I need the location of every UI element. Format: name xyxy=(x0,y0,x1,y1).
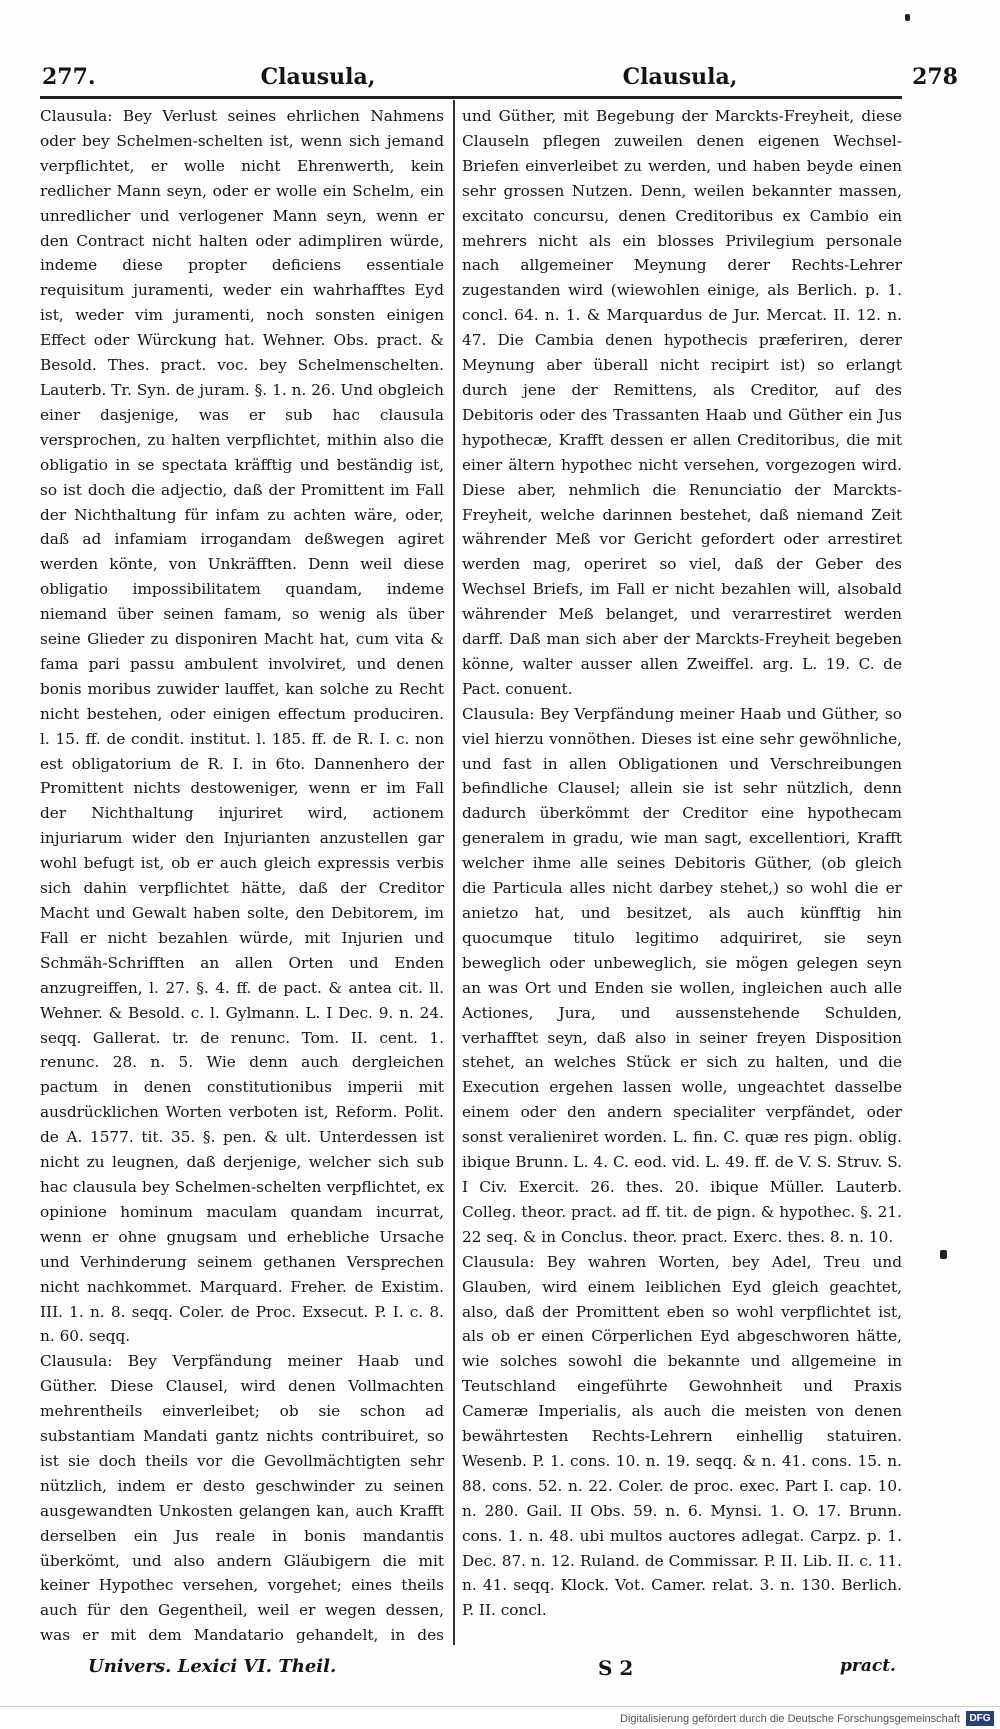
column-divider xyxy=(453,100,455,1645)
left-running-title: Clausula, xyxy=(260,64,376,90)
left-column xyxy=(40,104,444,1644)
right-running-title: Clausula, xyxy=(622,64,738,90)
ink-speck xyxy=(940,1250,947,1259)
entry-paragraph: Clausula: Bey wahren Worten, bey Adel, Treu und Glauben, wird einem leiblichen Eyd gleich geachtet, also, daß der Promittent eben so wohl verpflichtet ist, als ob er einen Cörperlichen Eyd abgeschworen hätte, wie solches sowohl die bekannte und allgemeine in Teutschland eingeführte Gewohnheit und Praxis Cameræ Imperialis, als auch die meisten von denen bewährtesten Rechts-Lehrern einhellig statuiren. Wesenb. P. 1. cons. 10. n. 19. seqq. & n. 41. cons. 15. n. 88. cons. 52. n. 22. Coler. de proc. exec. Part I. cap. 10. n. 280. Gail. II Obs. 59. n. 6. Mynsi. 1. O. 17. Brunn. cons. 1. n. 48. ubi multos auctores adlegat. Carpz. p. 1. Dec. 87. n. 12. Ruland. de Commissar. P. II. Lib. II. c. 11. n. 41. seqq. Klock. Vot. Camer. relat. 3. n. 130. Berlich. P. II. concl. xyxy=(462,1252,902,1620)
entry-paragraph: Clausula: Bey Verpfändung meiner Haab und Güther. Diese Clausel, wird denen Vollmachten mehrentheils einverleibet; ob sie schon ad substantiam Mandati gantz nichts contribuiret, so ist sie doch theils vor die Gevollmächtigten sehr nützlich, indem er desto geschwinder zu seinen ausgewandten Unkosten gelangen kan, auch Krafft derselben ein Jus reale in bonis mandantis überkömt, und also andern Gläubigern die mit keiner Hypothec versehen, vorgehet; eines theils auch für den Gegentheil, weil er wegen dessen, was er mit dem Mandatario gehandelt, in des xyxy=(40,1352,444,1644)
left-page-number: 277. xyxy=(42,64,96,90)
header-rule xyxy=(40,96,902,99)
digitization-note: Digitalisierung gefördert durch die Deutsche Forschungsgemeinschaft xyxy=(620,1713,960,1725)
right-page-number: 278 xyxy=(912,64,958,90)
entry-paragraph: Clausula: Bey Verpfändung meiner Haab und Güther, so viel hierzu vonnöthen. Dieses ist eine sehr gewöhnliche, und fast in allen Obligationen und Verschreibungen befindliche Clausel; allein sie ist sehr nützlich, denn dadurch überkömmt der Creditor eine hypothecam generalem in gradu, wie man sagt, excellentiori, Krafft welcher ihme alle seines Debitoris Güther, (ob gleich die Particula alles nicht darbey stehet,) so wohl die er anietzo hat, und besitzet, als auch künfftig hin quocumque titulo legitimo adquiriret, sie seyn beweglich oder unbeweglich, sie mögen gelegen seyn an was Ort und Enden sie wollen, ingleichen auch alle Actiones, Jura, und aussenstehende Schulden, verhafftet seyn, daß also in seiner freyen Disposition stehet, an welches Stück er sich zu halten, und die Execution ergehen lassen wolle, ungeachtet dasselbe einem oder den andern specialiter verpfändet, oder sonst veralieniret worden. L. fin. C. quæ res pign. oblig. ibique Brunn. L. 4. C. eod. vid. L. 49. ff. de V. S. Struv. S. I Civ. Exercit. 26. thes. 20. ibique Müller. Lauterb. Colleg. theor. pract. ad ff. tit. de pign. & hypothec. §. 21. 22 seq. & in Conclus. theor. pract. Exerc. thes. 8. n. 10. xyxy=(462,704,902,1246)
signature-line: Univers. Lexici VI. Theil. xyxy=(88,1656,337,1677)
catchword: pract. xyxy=(840,1656,896,1676)
digitization-bar xyxy=(0,1706,1000,1729)
dfg-logo: DFG xyxy=(966,1711,994,1726)
sheet-mark: S 2 xyxy=(598,1656,634,1680)
right-column xyxy=(462,104,902,1644)
entry-paragraph: und Güther, mit Begebung der Marckts-Freyheit, diese Clauseln pflegen zuweilen denen eigenen Wechsel-Briefen einverleibet zu werden, und haben beyde einen sehr grossen Nutzen. Denn, weilen bekannter massen, excitato concursu, denen Creditoribus ex Cambio ein mehrers nicht als ein blosses Privilegium personale nach allgemeiner Meynung derer Rechts-Lehrer zugestanden wird (wiewohlen einige, als Berlich. p. 1. concl. 64. n. 1. & Marquardus de Jur. Mercat. II. 12. n. 47. Die Cambia denen hypothecis præferiren, derer Meynung aber überall nicht recipirt ist) so erlangt durch jene der Remittens, als Creditor, auf des Debitoris oder des Trassanten Haab und Güther ein Jus hypothecæ, Krafft dessen er allen Creditoribus, die mit einer ältern hypothec nicht versehen, vorgezogen wird. Diese aber, nehmlich die Renunciatio der Marckts-Freyheit, welche darinnen bestehet, daß niemand Zeit währender Meß vor Gericht gefordert oder arrestiret werden mag, operiret so viel, daß der Geber des Wechsel Briefs, im Fall er nicht bezahlen will, alsobald währender Meß belanget, und verarrestiret werden darff. Daß man sich aber der Marckts-Freyheit begeben könne, walter ausser allen Zweiffel. arg. L. 19. C. de Pact. conuent. xyxy=(462,107,902,698)
ink-speck xyxy=(905,14,910,21)
entry-paragraph: Clausula: Bey Verlust seines ehrlichen Nahmens oder bey Schelmen-schelten ist, wenn sich jemand verpflichtet, er wolle nicht Ehrenwerth, kein redlicher Mann seyn, oder er wolle ein Schelm, ein unredlicher und verlogener Mann seyn, wenn er den Contract nicht halten oder adimpliren würde, indeme diese propter deficiens essentiale requisitum juramenti, weder ein wahrhafftes Eyd ist, weder vim juramenti, noch sonsten einigen Effect oder Würckung hat. Wehner. Obs. pract. & Besold. Thes. pract. voc. bey Schelmenschelten. Lauterb. Tr. Syn. de juram. §. 1. n. 26. Und obgleich einer dasjenige, was er sub hac clausula versprochen, zu halten verpflichtet, mithin also die obligatio in se spectata kräfftig und beständig ist, so ist doch die adjectio, daß der Promittent im Fall der Nichthaltung für infam zu achten wäre, oder, daß ad infamiam irrogandam deßwegen agiret werden könte, von Unkräfften. Denn weil diese obligatio impossibilitatem quandam, indeme niemand über seinen famam, so wenig als über seine Glieder zu disponiren Macht hat, cum vita & fama pari passu ambulent involviret, und denen bonis moribus zuwider lauffet, kan solche zu Recht nicht bestehen, oder einigen effectum produciren. l. 15. ff. de condit. institut. l. 185. ff. de R. I. c. non est obligatorium de R. I. in 6to. Dannenhero der Promittent nichts destoweniger, wenn er im Fall der Nichthaltung injuriret wird, actionem injuriarum wider den Injurianten anzustellen gar wohl befugt ist, ob er auch gleich expressis verbis sich dahin verpflichtet hätte, daß der Creditor Macht und Gewalt haben solte, den Debitorem, im Fall er nicht bezahlen würde, mit Injurien und Schmäh-Schrifften an allen Orten und Enden anzugreiffen, l. 27. §. 4. ff. de pact. & antea cit. ll. Wehner. & Besold. c. l. Gylmann. L. I Dec. 9. n. 24. seqq. Gallerat. tr. de renunc. Tom. II. cent. 1. renunc. 28. n. 5. Wie denn auch dergleichen pactum in denen constitutionibus imperii mit ausdrücklichen Worten verboten ist, Reform. Polit. de A. 1577. tit. 35. §. pen. & ult. Unterdessen ist nicht zu leugnen, daß derjenige, welcher sich sub hac clausula bey Schelmen-schelten verpflichtet, ex opinione hominum maculam quandam incurrat, wenn er ohne gnugsam und erhebliche Ursache und Verhinderung seinem gethanen Versprechen nicht nachkommet. Marquard. Freher. de Existim. III. 1. n. 8. seqq. Coler. de Proc. Exsecut. P. I. c. 8. n. 60. seqq. xyxy=(40,107,444,1346)
